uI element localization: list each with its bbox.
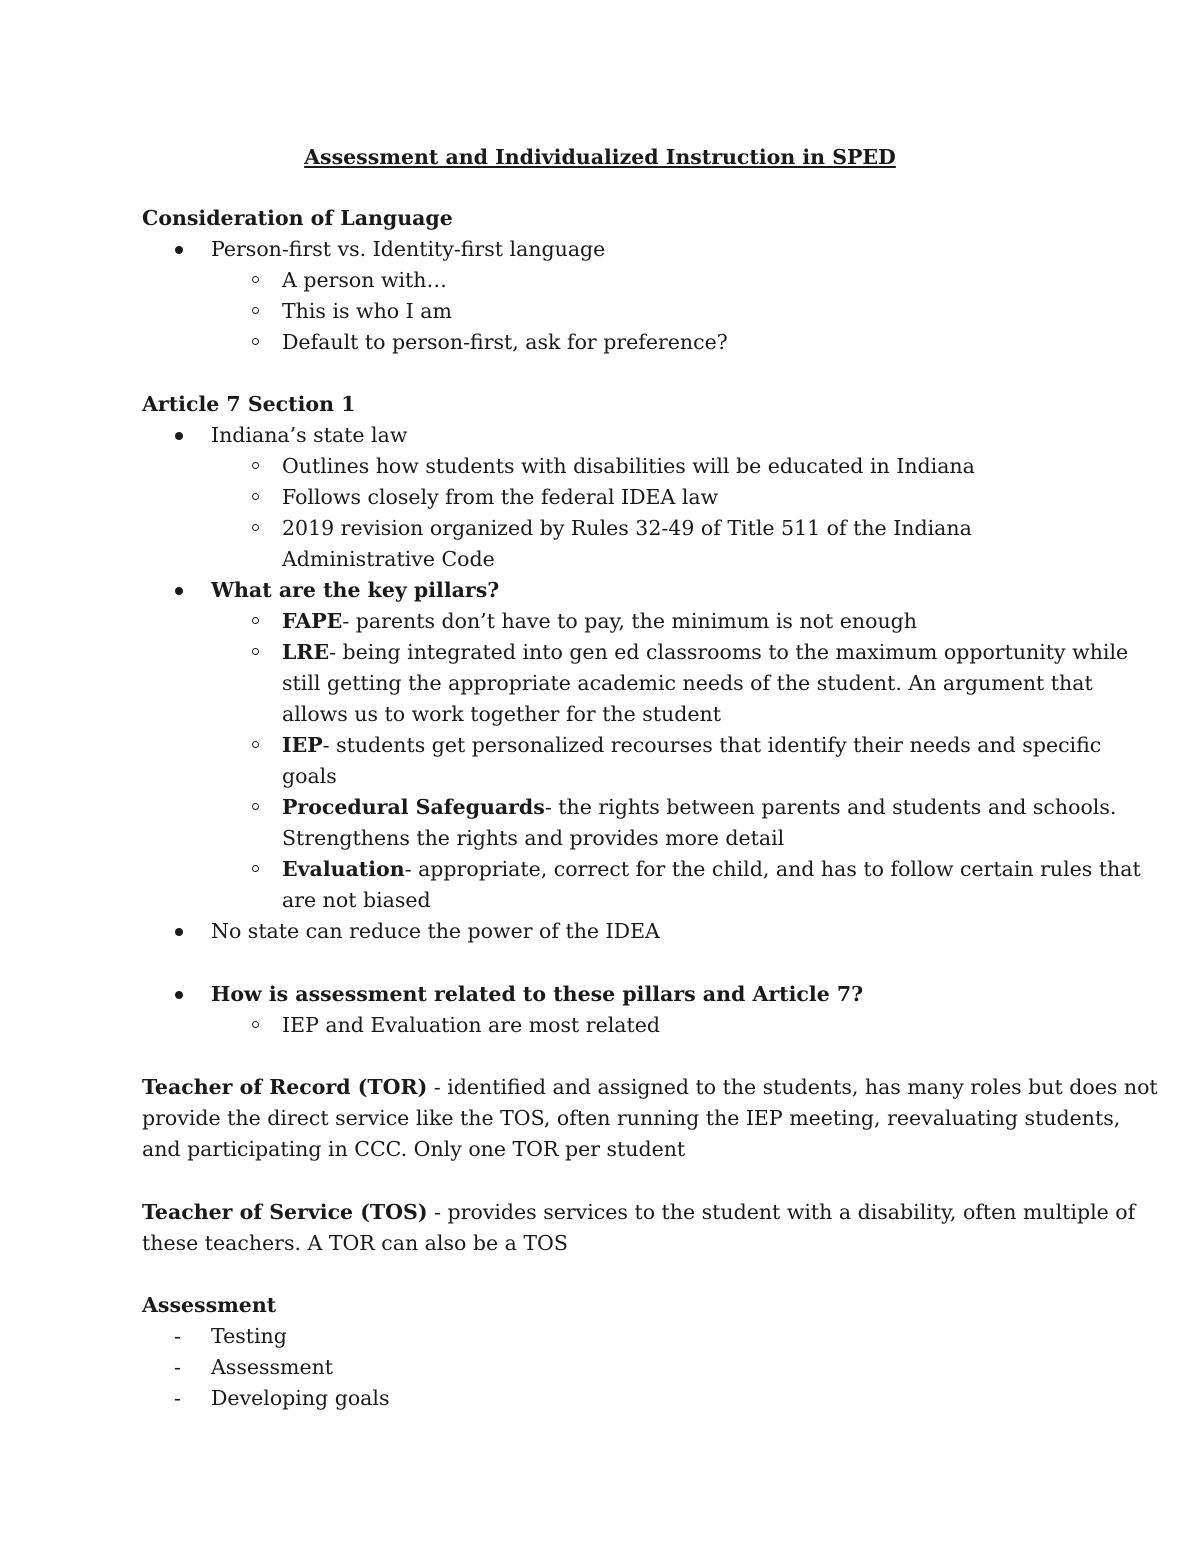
pillar-eval-term: Evaluation: [282, 857, 405, 881]
section-heading-language: Consideration of Language: [142, 206, 453, 230]
pillar-lre-cont-2: allows us to work together for the student: [282, 702, 721, 726]
sub-bullet-default: Default to person-first, ask for preference?: [282, 327, 728, 358]
pillar-lre: [282, 637, 1128, 668]
pillar-lre-text: - being integrated into gen ed classrooms to the maximum opportunity while: [329, 640, 1129, 664]
pillar-iep-cont: goals: [282, 764, 337, 788]
pillar-procedural-safeguards: [282, 792, 1116, 823]
section-heading-article7: Article 7 Section 1: [142, 392, 356, 416]
sub-bullet-revision-cont: Administrative Code: [282, 547, 495, 571]
bullet-assessment-related: How is assessment related to these pillars and Article 7?: [211, 979, 863, 1010]
pillar-ps-term: Procedural Safeguards: [282, 795, 545, 819]
tor-paragraph-line-1: [142, 1072, 1158, 1103]
sub-bullet-outlines: Outlines how students with disabilities will be educated in Indiana: [282, 451, 975, 482]
sub-bullet-follows: Follows closely from the federal IDEA law: [282, 482, 718, 513]
pillar-lre-term: LRE: [282, 640, 330, 664]
bullet-no-state: No state can reduce the power of the IDEA: [211, 916, 660, 947]
tos-paragraph-line-1: [142, 1197, 1135, 1228]
pillar-fape-term: FAPE: [282, 609, 343, 633]
pillar-eval-text: - appropriate, correct for the child, and has to follow certain rules that: [404, 857, 1141, 881]
pillar-iep: [282, 730, 1101, 761]
sub-bullet-who-i-am: This is who I am: [282, 296, 452, 327]
sub-bullet-iep-eval: IEP and Evaluation are most related: [282, 1010, 660, 1041]
document-title: Assessment and Individualized Instruction in SPED: [304, 145, 896, 169]
bullet-key-pillars: What are the key pillars?: [211, 575, 499, 606]
tos-text: - provides services to the student with a disability, often multiple of: [427, 1200, 1136, 1224]
bullet-person-first: Person-first vs. Identity-first language: [211, 234, 605, 265]
list-item-assessment: - Assessment: [211, 1352, 333, 1383]
sub-bullet-revision: 2019 revision organized by Rules 32-49 of Title 511 of the Indiana: [282, 513, 972, 544]
sub-bullet-person-with: A person with…: [282, 265, 447, 296]
pillar-eval-cont: are not biased: [282, 888, 431, 912]
tor-paragraph-line-3: and participating in CCC. Only one TOR per student: [142, 1137, 686, 1161]
list-item-developing-goals: - Developing goals: [211, 1383, 389, 1414]
pillar-fape-text: - parents don’t have to pay, the minimum is not enough: [342, 609, 917, 633]
pillar-lre-cont-1: still getting the appropriate academic needs of the student. An argument that: [282, 671, 1093, 695]
pillar-evaluation: [282, 854, 1141, 885]
pillar-fape: [282, 606, 917, 637]
tor-paragraph-line-2: provide the direct service like the TOS, often running the IEP meeting, reevaluating students,: [142, 1106, 1121, 1130]
pillar-iep-text: - students get personalized recourses that identify their needs and specific: [322, 733, 1102, 757]
pillar-ps-text: - the rights between parents and students and schools.: [544, 795, 1117, 819]
pillar-iep-term: IEP: [282, 733, 323, 757]
tor-term: Teacher of Record (TOR): [142, 1075, 428, 1099]
tos-paragraph-line-2: these teachers. A TOR can also be a TOS: [142, 1231, 568, 1255]
pillar-ps-cont: Strengthens the rights and provides more detail: [282, 826, 785, 850]
section-heading-assessment: Assessment: [142, 1293, 277, 1317]
list-item-testing: - Testing: [211, 1321, 287, 1352]
bullet-state-law: Indiana’s state law: [211, 420, 407, 451]
tos-term: Teacher of Service (TOS): [142, 1200, 428, 1224]
tor-text: - identified and assigned to the students, has many roles but does not: [427, 1075, 1158, 1099]
